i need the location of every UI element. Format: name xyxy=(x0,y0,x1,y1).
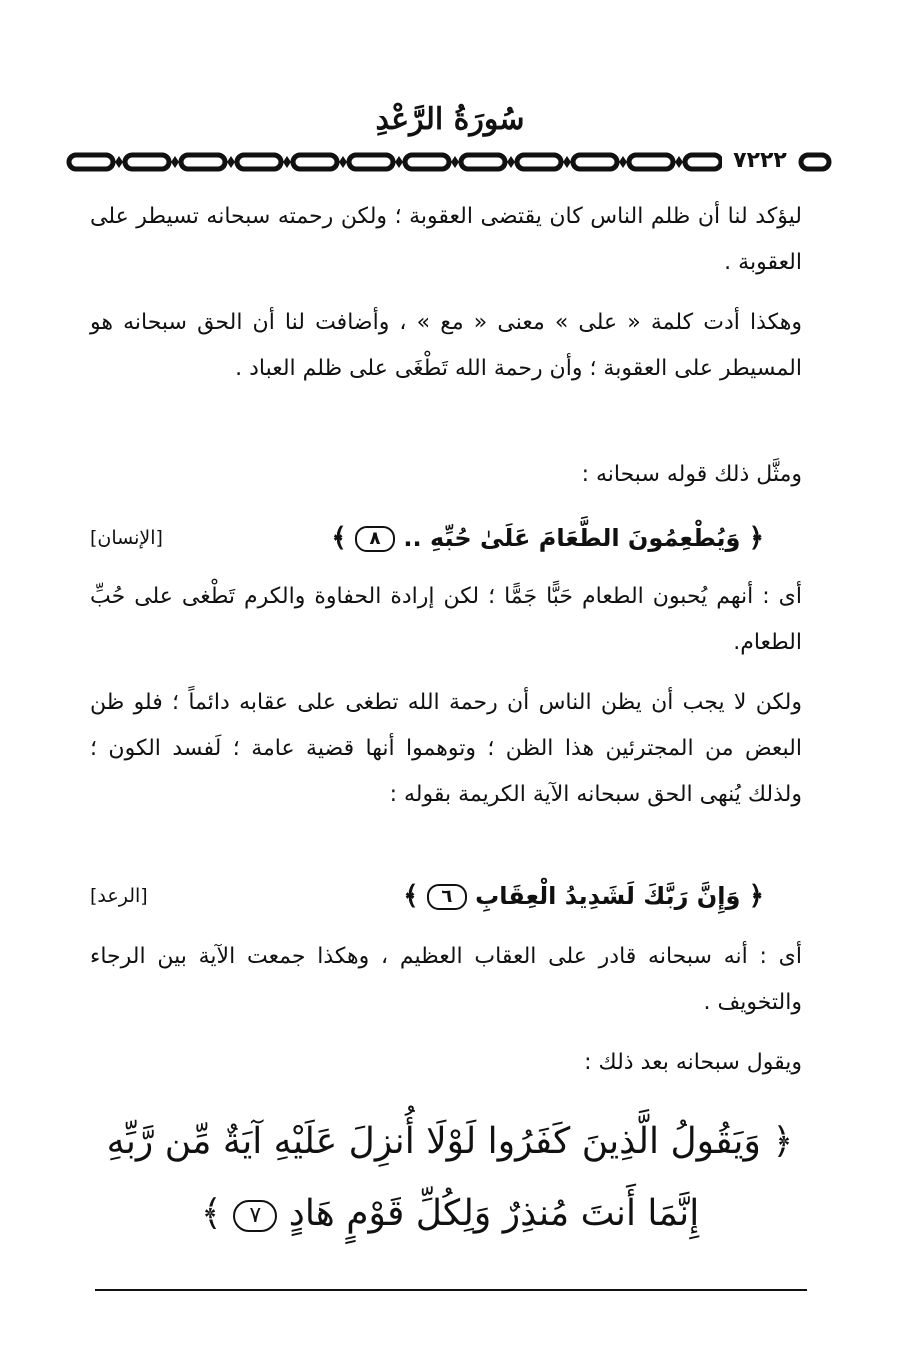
verse-number-badge: ٦ xyxy=(427,884,467,910)
verse-number-badge: ٨ xyxy=(355,526,395,552)
surah-reference: [الإنسان] xyxy=(90,527,163,549)
surah-reference: [الرعد] xyxy=(90,885,148,907)
paragraph: وهكذا أدت كلمة « على » معنى « مع » ، وأضافت لنا أن الحق سبحانه هو المسيطر على العقوبة ؛ وأن رحمة الله تَطْغَى على ظلم العباد . xyxy=(90,310,802,381)
verse-text: وَيُطْعِمُونَ الطَّعَامَ عَلَىٰ حُبِّهِ .. xyxy=(403,524,741,552)
paragraph: أى : أنه سبحانه قادر على العقاب العظيم ، وهكذا جمعت الآية بين الرجاء والتخويف . xyxy=(90,944,802,1015)
verse-line-2-text: إِنَّمَا أَنتَ مُنذِرٌ وَلِكُلِّ قَوْمٍ هَادٍ xyxy=(288,1193,700,1234)
paragraph: ولكن لا يجب أن يظن الناس أن رحمة الله تطغى على عقابه دائماً ؛ فلو ظن البعض من المجترئين هذا الظن ؛ وتوهموا أنها قضية عامة ؛ لَفسد الكون ؛ ولذلك يُنهى الحق سبحانه الآية الكريمة بقوله : xyxy=(90,690,802,807)
ornate-bracket-open: ﴿ xyxy=(748,523,764,553)
ornate-bracket-close: ﴾ xyxy=(403,881,419,911)
verse-line-1: ﴿ وَيَقُولُ الَّذِينَ كَفَرُوا لَوْلَا أُنزِلَ عَلَيْهِ آيَةٌ مِّن رَّبِّهِ xyxy=(106,1121,794,1162)
verse-text-block xyxy=(331,518,764,558)
paragraph: ويقول سبحانه بعد ذلك : xyxy=(584,1050,802,1075)
quran-verse-citation xyxy=(90,876,802,916)
verse-text: وَإِنَّ رَبَّكَ لَشَدِيدُ الْعِقَابِ xyxy=(475,882,741,910)
verse-text-block xyxy=(403,876,764,916)
paragraph: ليؤكد لنا أن ظلم الناس كان يقتضى العقوبة ؛ ولكن رحمته سبحانه تسيطر على العقوبة . xyxy=(90,204,802,275)
paragraph: ومثَّل ذلك قوله سبحانه : xyxy=(581,462,802,487)
featured-quran-verse xyxy=(100,1106,800,1250)
paragraph: أى : أنهم يُحبون الطعام حَبًّا جَمًّا ؛ لكن إرادة الحفاوة والكرم تَطْغى على حُبِّ الطعام. xyxy=(90,584,802,655)
decorative-chain-rule xyxy=(65,148,835,176)
verse-line-2 xyxy=(100,1178,800,1250)
footer-rule xyxy=(95,1289,807,1291)
quran-verse-citation xyxy=(90,518,802,558)
ornate-bracket-close: ﴾ xyxy=(331,523,347,553)
ornate-bracket-open: ﴿ xyxy=(748,881,764,911)
verse-number-badge: ٧ xyxy=(233,1200,277,1232)
page-number: ٧٢٢٢ xyxy=(722,146,798,176)
surah-title: سُورَةُ الرَّعْدِ xyxy=(375,102,525,137)
ornate-bracket-close: ﴾ xyxy=(200,1193,222,1234)
